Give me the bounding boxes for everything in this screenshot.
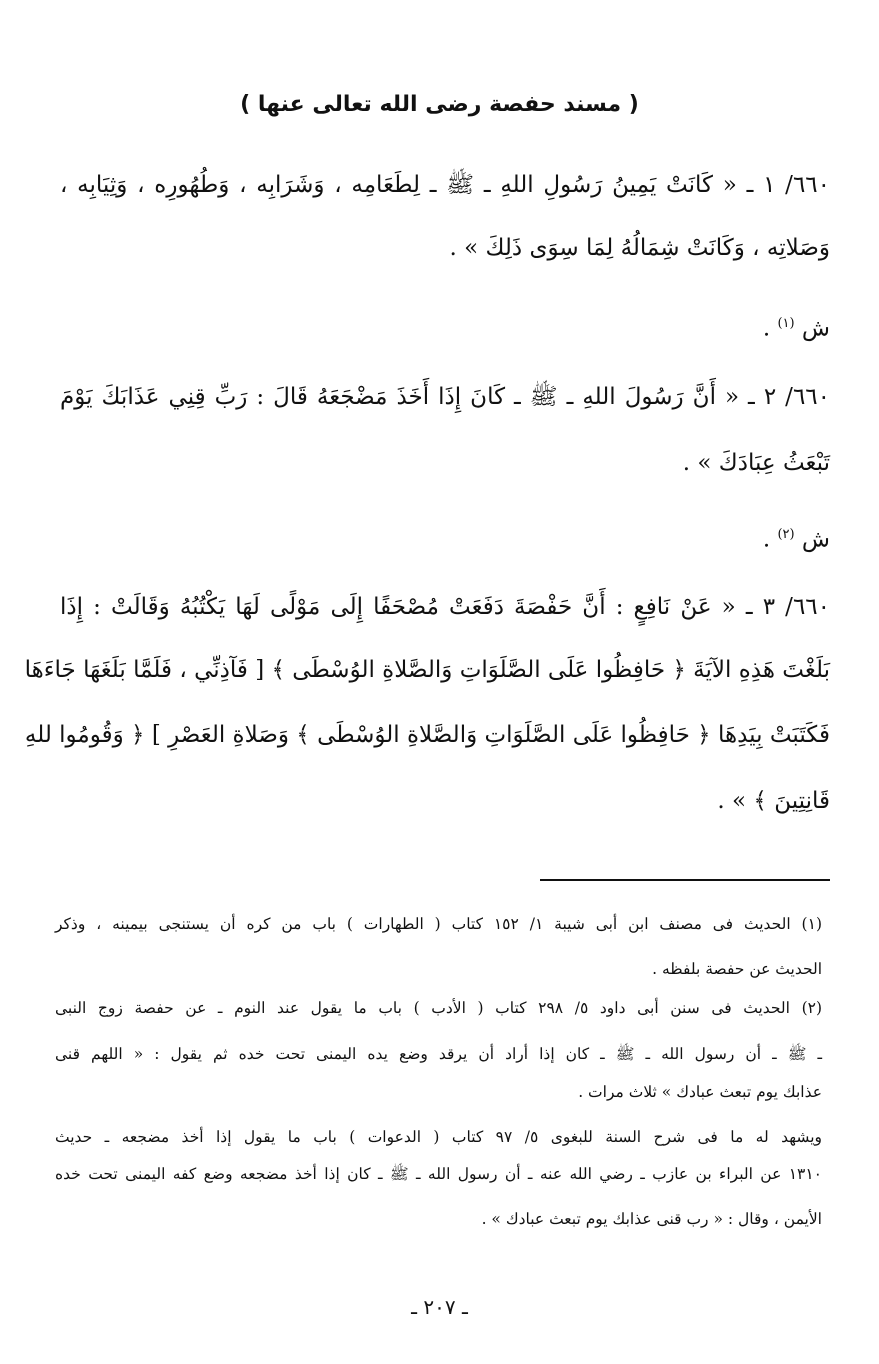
hadith-2-line-2: تَبْعَثُ عِبَادَكَ » . <box>682 450 830 476</box>
footnote-2-line-6: الأيمن ، وقال : « رب قنى عذابك يوم تبعث عبادك » . <box>481 1210 822 1228</box>
hadith-1-line-1: ٦٦٠/ ١ ـ « كَانَتْ يَمِينُ رَسُولِ اللهِ ـ ﷺ ـ لِطَعَامِه ، وَشَرَابِه ، وَطُهُورِه ، وَثِيَابِه ، <box>60 172 830 198</box>
hadith-3-line-4: قَانِتِينَ ﴾ » . <box>717 788 830 814</box>
source-note-label: ش <box>801 526 830 553</box>
source-note-label: ش <box>801 315 830 342</box>
hadith-1-source-note: ش $^{(١)}$ . <box>762 315 830 342</box>
footnote-2-line-3: عذابك يوم تبعث عبادك » ثلاث مرات . <box>578 1083 822 1101</box>
page-title: ( مسند حفصة رضى الله تعالى عنها ) <box>240 92 639 117</box>
footnote-2-line-1: (٢) الحديث فى سنن أبى داود ٥/ ٢٩٨ كتاب ( الأدب ) باب ما يقول عند النوم ـ عن حفصة زوج النبى <box>55 999 823 1017</box>
hadith-3-line-1: ٦٦٠/ ٣ ـ « عَنْ نَافِعٍ : أَنَّ حَفْصَةَ دَفَعَتْ مُصْحَفًا إِلَى مَوْلًى لَهَا يَكْتُبُهُ وَقَالَتْ : إِذَا <box>60 594 830 620</box>
hadith-1-line-2: وَصَلاتِه ، وَكَانَتْ شِمَالُهُ لِمَا سِوَى ذَلِكَ » . <box>449 235 830 261</box>
page-number: ـ ٢٠٧ ـ <box>411 1295 468 1319</box>
hadith-3-line-2: بَلَغْتَ هَذِهِ الآيَةَ ﴿ حَافِظُوا عَلَى الصَّلَوَاتِ وَالصَّلاةِ الوُسْطَى ﴾ [ فَآذِنِّي ، فَلَمَّا بَلَغَهَا جَاءَهَا <box>24 657 830 683</box>
footnote-1-line-2: الحديث عن حفصة بلفظه . <box>652 960 822 978</box>
hadith-3-line-3: فَكَتَبَتْ بِيَدِهَا ﴿ حَافِظُوا عَلَى الصَّلَوَاتِ وَالصَّلاةِ الوُسْطَى ﴾ وَصَلاةِ العَصْرِ ] ﴿ وَقُومُوا للهِ <box>24 722 830 748</box>
footnote-1-line-1: (١) الحديث فى مصنف ابن أبى شيبة ١/ ١٥٢ كتاب ( الطهارات ) باب من كره أن يستنجى بيمينه ، وذكر <box>55 915 822 933</box>
footnote-2-line-4: ويشهد له ما فى شرح السنة للبغوى ٥/ ٩٧ كتاب ( الدعوات ) باب ما يقول إذا أخذ مضجعه ـ حديث <box>55 1128 823 1146</box>
hadith-2-source-note: ش $^{(٢)}$ . <box>762 526 830 553</box>
footnote-ref-2: (٢) <box>777 527 795 542</box>
footnote-ref-1: (١) <box>777 316 795 331</box>
hadith-2-line-1: ٦٦٠/ ٢ ـ « أَنَّ رَسُولَ اللهِ ـ ﷺ ـ كَانَ إِذَا أَخَذَ مَضْجَعَهُ قَالَ : رَبِّ قِنِي عَذَابَكَ يَوْمَ <box>60 384 830 410</box>
footnote-2-line-2: ـ ﷺ ـ أن رسول الله ـ ﷺ ـ كان إذا أراد أن يرقد وضع يده اليمنى تحت خده ثم يقول : « اللهم قنى <box>55 1045 822 1063</box>
footnote-2-line-5: ١٣١٠ عن البراء بن عازب ـ رضي الله عنه ـ أن رسول الله ـ ﷺ ـ كان إذا أخذ مضجعه وضع كفه اليمنى تحت خده <box>55 1165 822 1183</box>
footnote-separator <box>540 879 830 881</box>
